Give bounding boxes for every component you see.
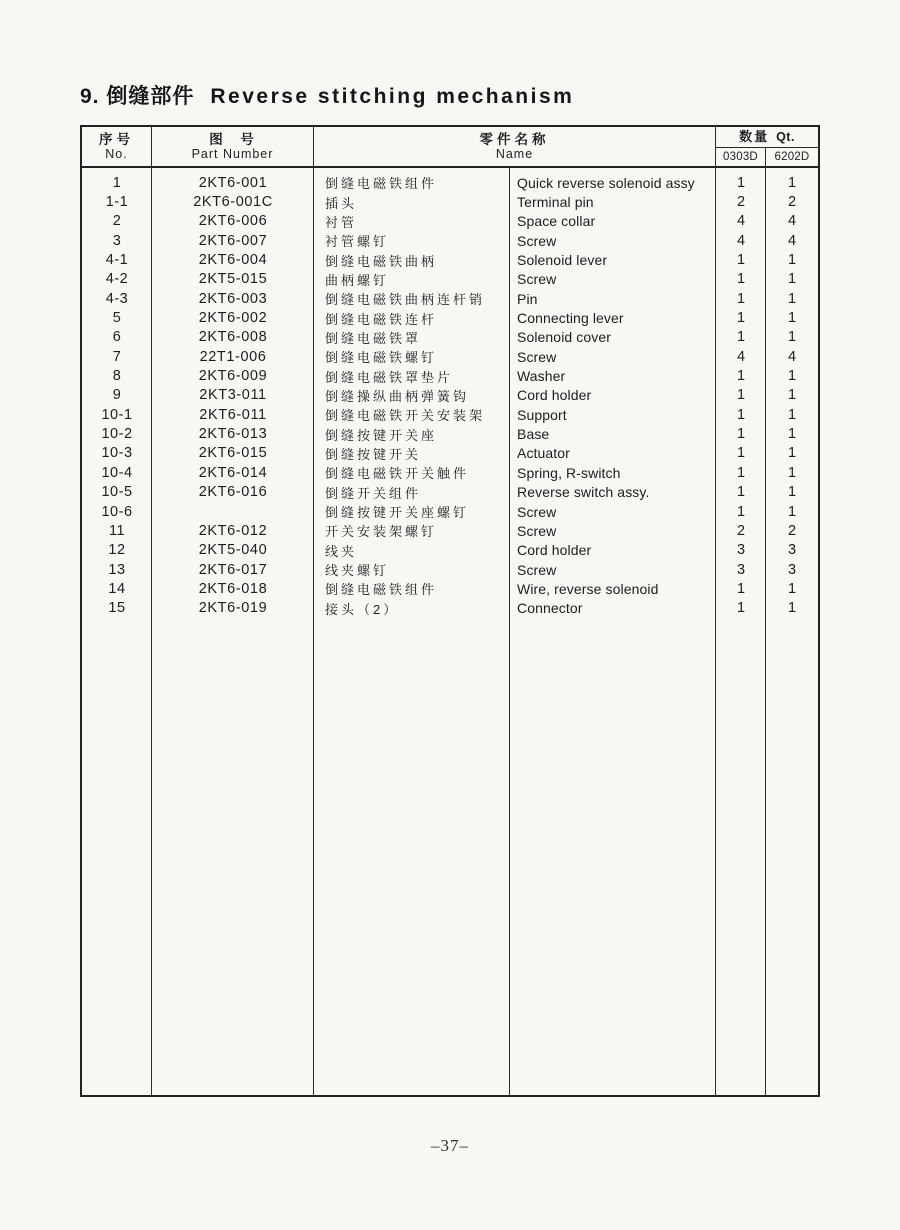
header-variant-row: [716, 147, 818, 166]
cell-q1: 1: [736, 310, 746, 327]
cell-en: Terminal pin: [517, 194, 594, 211]
cell-zh: 倒缝电磁铁罩垫片: [325, 369, 454, 385]
cell-q2: 2: [787, 522, 797, 539]
cell-en: Base: [517, 426, 550, 443]
cell-zh: 倒缝电磁铁曲柄: [325, 253, 438, 269]
cell-no: 10-1: [101, 406, 133, 423]
cell-q2: 1: [787, 252, 797, 269]
table-row: [82, 444, 818, 463]
table-row: [82, 463, 818, 482]
cell-no: 1: [112, 174, 122, 191]
cell-en: Actuator: [517, 445, 570, 462]
cell-q1: 1: [736, 174, 746, 191]
table-row: [82, 560, 818, 579]
cell-part: 2KT6-015: [198, 445, 268, 462]
cell-zh: 倒缝电磁铁螺钉: [325, 350, 438, 366]
cell-no: 13: [108, 561, 126, 578]
header-quantity: [716, 127, 818, 166]
cell-q1: 1: [736, 600, 746, 617]
cell-zh: 曲柄螺钉: [325, 272, 390, 288]
cell-part: 2KT6-019: [198, 600, 268, 617]
cell-no: 14: [108, 580, 126, 597]
cell-q2: 1: [787, 368, 797, 385]
cell-q2: 4: [787, 232, 797, 249]
cell-part: 2KT6-006: [198, 213, 268, 230]
cell-part: 2KT5-040: [198, 542, 268, 559]
cell-q1: 1: [736, 329, 746, 346]
cell-en: Connecting lever: [517, 310, 624, 327]
cell-en: Screw: [517, 271, 557, 288]
parts-table: [80, 125, 820, 1097]
section-title-english: Reverse stitching mechanism: [210, 85, 575, 108]
cell-zh: 倒缝电磁铁开关安装架: [325, 408, 486, 424]
cell-q1: 2: [736, 194, 746, 211]
cell-part: 2KT6-013: [198, 426, 268, 443]
cell-part: 2KT6-017: [198, 561, 268, 578]
cell-q2: 1: [787, 406, 797, 423]
cell-part: 2KT6-003: [198, 290, 268, 307]
cell-zh: 倒缝电磁铁罩: [325, 330, 422, 346]
cell-zh: 倒缝按键开关座: [325, 427, 438, 443]
cell-q1: 4: [736, 213, 746, 230]
cell-zh: 线夹: [325, 543, 358, 559]
cell-q2: 2: [787, 194, 797, 211]
header-variant-0303d: 0303D: [716, 148, 766, 166]
cell-q2: 1: [787, 464, 797, 481]
cell-no: 10-5: [101, 484, 133, 501]
cell-part: 2KT6-009: [198, 368, 268, 385]
cell-q2: 1: [787, 329, 797, 346]
cell-no: 6: [112, 329, 122, 346]
cell-en: Screw: [517, 503, 557, 520]
table-row: [82, 347, 818, 366]
header-part-english: Part Number: [191, 147, 274, 162]
cell-q1: 1: [736, 406, 746, 423]
cell-part: 2KT6-001: [198, 174, 268, 191]
cell-no: 2: [112, 213, 122, 230]
cell-part: 2KT6-011: [199, 406, 267, 423]
cell-q2: 1: [787, 174, 797, 191]
cell-zh: 倒缝电磁铁组件: [325, 176, 438, 192]
cell-q2: 3: [787, 542, 797, 559]
cell-q1: 3: [736, 561, 746, 578]
table-row: [82, 502, 818, 521]
cell-zh: 倒缝电磁铁开关触件: [325, 466, 470, 482]
cell-q1: 1: [736, 484, 746, 501]
cell-no: 8: [112, 368, 122, 385]
table-row: [82, 289, 818, 308]
header-name: [314, 127, 716, 166]
page-number: –37–: [431, 1136, 469, 1155]
table-row: [82, 424, 818, 443]
cell-q2: 1: [787, 580, 797, 597]
cell-zh: 倒缝操纵曲柄弹簧钩: [325, 388, 470, 404]
cell-q2: 4: [787, 348, 797, 365]
cell-en: Screw: [517, 561, 557, 578]
table-row: [82, 521, 818, 540]
cell-q1: 3: [736, 542, 746, 559]
cell-part: 2KT5-015: [198, 271, 268, 288]
cell-part: 2KT6-007: [198, 232, 268, 249]
cell-zh: 插头: [325, 195, 358, 211]
cell-part: 2KT6-002: [198, 310, 268, 327]
cell-q2: 4: [787, 213, 797, 230]
cell-q1: 4: [736, 232, 746, 249]
cell-no: 5: [112, 310, 122, 327]
cell-zh: 衬管螺钉: [325, 234, 390, 250]
cell-no: 3: [112, 232, 122, 249]
cell-no: 4-2: [105, 271, 129, 288]
cell-q2: 1: [787, 600, 797, 617]
cell-no: 15: [108, 600, 126, 617]
table-body: [82, 168, 818, 1095]
cell-no: 4-3: [105, 290, 129, 307]
cell-zh: 衬管: [325, 214, 358, 230]
header-part-chinese: 图 号: [209, 131, 256, 147]
table-row: [82, 212, 818, 231]
cell-part: 2KT6-016: [198, 484, 268, 501]
cell-q2: 1: [787, 310, 797, 327]
header-no-english: No.: [105, 147, 128, 162]
cell-q2: 3: [787, 561, 797, 578]
cell-zh: 倒缝电磁铁曲柄连杆销: [325, 292, 486, 308]
cell-part: 22T1-006: [199, 348, 267, 365]
cell-part: 2KT6-014: [198, 464, 268, 481]
table-row: [82, 328, 818, 347]
cell-no: 7: [112, 348, 122, 365]
table-header: [82, 127, 818, 168]
cell-part: 2KT3-011: [199, 387, 267, 404]
cell-q1: 2: [736, 522, 746, 539]
cell-no: 1-1: [105, 194, 129, 211]
cell-en: Cord holder: [517, 387, 592, 404]
cell-en: Quick reverse solenoid assy: [517, 174, 695, 191]
cell-en: Connector: [517, 600, 583, 617]
header-name-chinese: 零件名称: [479, 131, 550, 147]
cell-q1: 1: [736, 271, 746, 288]
cell-q1: 1: [736, 426, 746, 443]
cell-en: Pin: [517, 290, 538, 307]
cell-part: 2KT6-012: [198, 522, 268, 539]
header-name-english: Name: [495, 147, 534, 162]
cell-zh: 倒缝按键开关: [325, 446, 422, 462]
header-no-chinese: 序号: [99, 131, 134, 147]
header-no: [82, 127, 152, 166]
table-row: [82, 231, 818, 250]
cell-q1: 1: [736, 464, 746, 481]
cell-zh: 线夹螺钉: [325, 563, 390, 579]
table-row: [82, 541, 818, 560]
cell-q1: 1: [736, 290, 746, 307]
cell-part: 2KT6-001C: [193, 194, 273, 211]
cell-q2: 1: [787, 503, 797, 520]
cell-en: Space collar: [517, 213, 596, 230]
cell-no: 11: [108, 522, 126, 539]
cell-zh: 开关安装架螺钉: [325, 524, 438, 540]
table-row: [82, 579, 818, 598]
table-row: [82, 386, 818, 405]
table-row: [82, 192, 818, 211]
table-row: [82, 173, 818, 192]
cell-q2: 1: [787, 426, 797, 443]
header-part-number: [152, 127, 314, 166]
table-row: [82, 599, 818, 618]
cell-en: Screw: [517, 232, 557, 249]
cell-no: 9: [112, 387, 122, 404]
cell-no: 10-6: [101, 503, 133, 520]
table-row: [82, 483, 818, 502]
cell-en: Screw: [517, 348, 557, 365]
header-qty-english: Qt.: [776, 130, 795, 144]
header-qty-chinese: 数量: [739, 128, 770, 144]
section-title-chinese: 9. 倒缝部件: [80, 85, 195, 108]
cell-en: Solenoid cover: [517, 329, 612, 346]
cell-q1: 4: [736, 348, 746, 365]
cell-part: 2KT6-018: [198, 580, 268, 597]
cell-no: 10-2: [101, 426, 133, 443]
cell-zh: 倒缝开关组件: [325, 485, 422, 501]
cell-en: Solenoid lever: [517, 252, 608, 269]
cell-q1: 1: [736, 252, 746, 269]
cell-part: 2KT6-004: [198, 252, 268, 269]
cell-en: Cord holder: [517, 542, 592, 559]
table-row: [82, 308, 818, 327]
cell-no: 10-4: [101, 464, 133, 481]
section-title: [80, 80, 574, 110]
cell-q2: 1: [787, 387, 797, 404]
cell-q1: 1: [736, 503, 746, 520]
cell-en: Reverse switch assy.: [517, 484, 650, 501]
cell-en: Support: [517, 406, 567, 423]
cell-part: 2KT6-008: [198, 329, 268, 346]
cell-q1: 1: [736, 387, 746, 404]
cell-q2: 1: [787, 445, 797, 462]
cell-q1: 1: [736, 445, 746, 462]
header-variant-6202d: 6202D: [774, 150, 810, 163]
cell-q2: 1: [787, 290, 797, 307]
table-row: [82, 250, 818, 269]
cell-en: Spring, R-switch: [517, 464, 621, 481]
cell-no: 10-3: [101, 445, 133, 462]
table-row: [82, 270, 818, 289]
cell-zh: 接头（2）: [325, 601, 400, 617]
cell-zh: 倒缝电磁铁连杆: [325, 311, 438, 327]
cell-q1: 1: [736, 368, 746, 385]
table-body-rows: [82, 168, 818, 618]
cell-q2: 1: [787, 271, 797, 288]
cell-zh: 倒缝电磁铁组件: [325, 582, 438, 598]
cell-zh: 倒缝按键开关座螺钉: [325, 505, 470, 521]
cell-en: Screw: [517, 522, 557, 539]
table-row: [82, 405, 818, 424]
cell-en: Wire, reverse solenoid: [517, 580, 659, 597]
table-row: [82, 366, 818, 385]
cell-q2: 1: [787, 484, 797, 501]
cell-en: Washer: [517, 368, 566, 385]
cell-no: 4-1: [105, 252, 129, 269]
cell-no: 12: [108, 542, 126, 559]
cell-q1: 1: [736, 580, 746, 597]
header-quantity-label: [716, 127, 818, 147]
